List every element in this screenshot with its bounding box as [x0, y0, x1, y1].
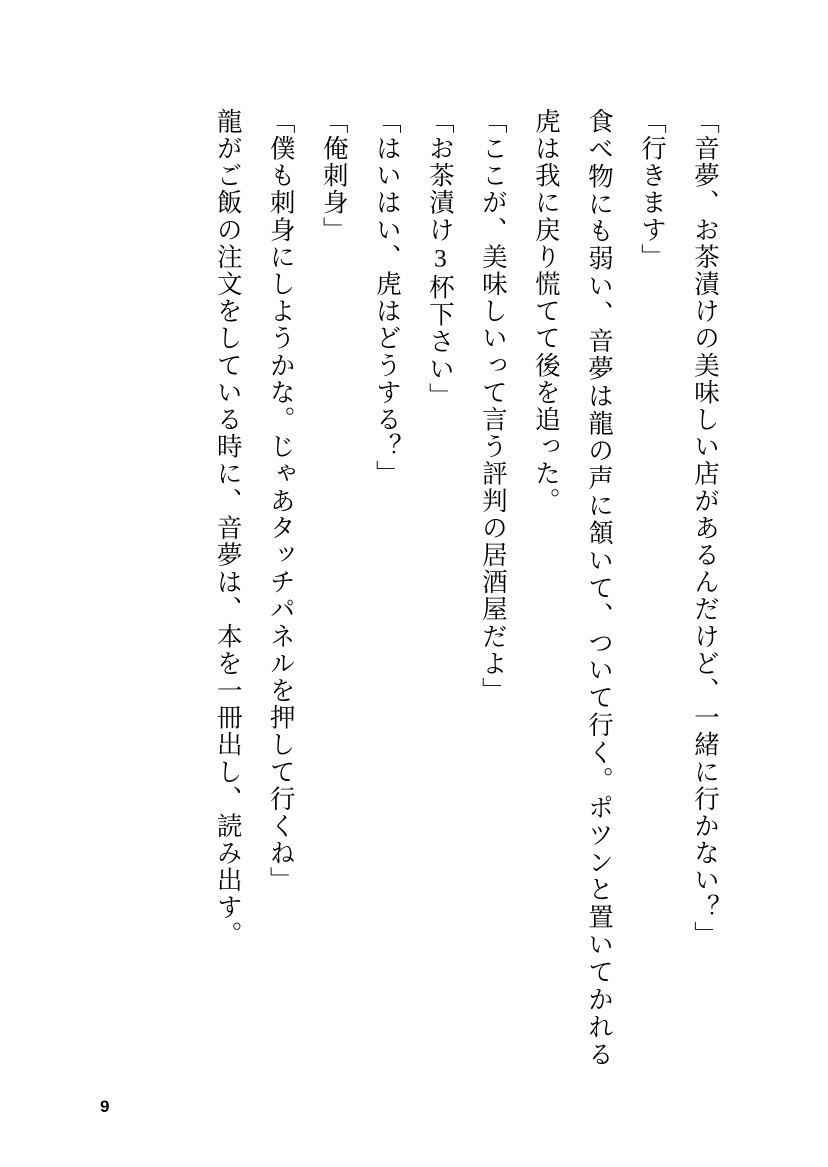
vertical-text-body: [202, 108, 732, 1068]
paragraph: 「僕も刺身にしようかな。じゃあタッチパネルを押して行くね」: [266, 108, 296, 894]
paragraph: 「音夢、お茶漬けの美味しい店があるんだけど、一緒に行かない？」: [691, 108, 720, 949]
paragraph: 「行きます」: [637, 108, 667, 271]
paragraph: 「ここが、美味しいって言う評判の居酒屋だよ」: [478, 108, 508, 705]
paragraph: 食べ物にも弱い、音夢は龍の声に頷いて、ついて行く。ポツンと置いてかれる虎は我に戻り慌てて後を追った。: [531, 108, 614, 1068]
paragraph: 「お茶漬け3杯下さい」: [425, 108, 455, 410]
page-number: 9: [100, 1097, 110, 1116]
paragraph: 龍がご飯の注文をしている時に、音夢は、本を一冊出し、読み出す。: [213, 108, 243, 949]
paragraph: 「はいはい、虎はどうする？」: [372, 108, 402, 488]
paragraph: 「俺刺身」: [319, 108, 349, 244]
